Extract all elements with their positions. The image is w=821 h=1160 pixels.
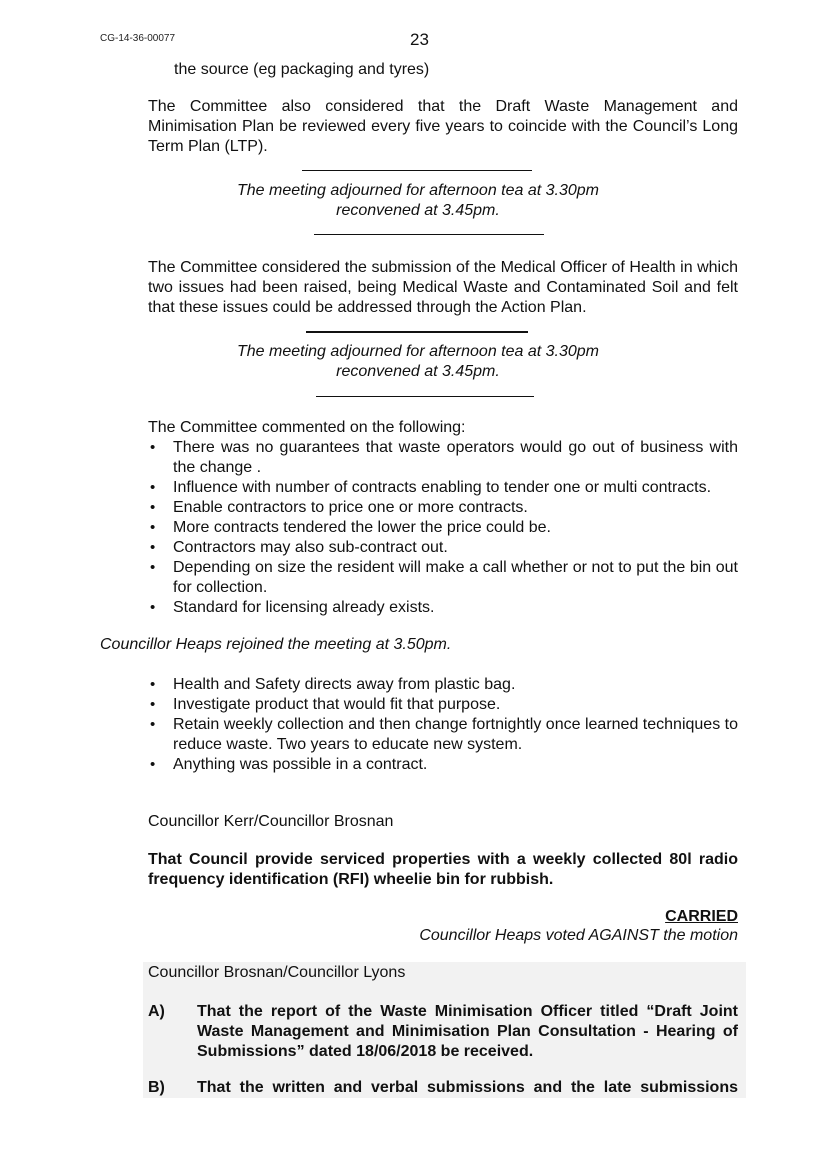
- adjournment-line: reconvened at 3.45pm.: [336, 202, 500, 219]
- resolution-item-text: That the report of the Waste Minimisation Officer titled “Draft Joint Waste Management and Minimisation Plan Consultation - Hearing of Submissions” dated 18/06/2018 be received.: [197, 1003, 738, 1060]
- divider: [316, 396, 534, 397]
- list-item: • Retain weekly collection and then change fortnightly once learned techniques to reduce waste. Two years to educate new system.: [148, 715, 738, 755]
- resolution-item-label: B): [148, 1079, 165, 1096]
- resolution-item-label: A): [148, 1003, 165, 1020]
- comments-list: [148, 438, 738, 618]
- divider: [306, 331, 528, 333]
- vote-note: Councillor Heaps voted AGAINST the motion: [419, 927, 738, 944]
- list-item: • There was no guarantees that waste operators would go out of business with the change .: [148, 438, 738, 478]
- list-item: • Investigate product that would fit that purpose.: [148, 695, 738, 715]
- adjournment-line: The meeting adjourned for afternoon tea at 3.30pm: [236, 343, 599, 360]
- list-item: • Health and Safety directs away from plastic bag.: [148, 675, 738, 695]
- list-item: • Depending on size the resident will make a call whether or not to put the bin out for collection.: [148, 558, 738, 598]
- comments-list-continued: [148, 675, 738, 775]
- comments-intro: The Committee commented on the following:: [148, 419, 466, 436]
- divider: [314, 234, 544, 235]
- divider: [302, 170, 532, 171]
- list-item: • Enable contractors to price one or more contracts.: [148, 498, 738, 518]
- medical-officer-paragraph: The Committee considered the submission of the Medical Officer of Health in which two issues had been raised, being Medical Waste and Contaminated Soil and felt that these issues could be addressed through the Action Plan.: [148, 259, 738, 316]
- list-item: • More contracts tendered the lower the price could be.: [148, 518, 738, 538]
- page-number: 23: [410, 30, 429, 49]
- motion-movers: Councillor Brosnan/Councillor Lyons: [148, 964, 406, 981]
- adjournment-note-1: [148, 181, 688, 221]
- motion-resolution: That Council provide serviced properties with a weekly collected 80l radio frequency identification (RFI) wheelie bin for rubbish.: [148, 851, 738, 888]
- adjournment-line: reconvened at 3.45pm.: [336, 363, 500, 380]
- motion-outcome: CARRIED: [665, 908, 738, 925]
- list-item: • Influence with number of contracts enabling to tender one or multi contracts.: [148, 478, 738, 498]
- list-item: • Contractors may also sub-contract out.: [148, 538, 738, 558]
- continuation-text: the source (eg packaging and tyres): [174, 61, 430, 78]
- list-item: • Standard for licensing already exists.: [148, 598, 738, 618]
- adjournment-note-2: [148, 342, 688, 382]
- resolution-item-text: That the written and verbal submissions and the late submissions: [197, 1079, 738, 1096]
- rejoined-note: Councillor Heaps rejoined the meeting at 3.50pm.: [100, 636, 452, 653]
- list-item: • Anything was possible in a contract.: [148, 755, 738, 775]
- adjournment-line: The meeting adjourned for afternoon tea at 3.30pm: [236, 182, 599, 199]
- committee-review-paragraph: The Committee also considered that the Draft Waste Management and Minimisation Plan be reviewed every five years to coincide with the Council’s Long Term Plan (LTP).: [148, 98, 738, 155]
- document-id: CG-14-36-00077: [100, 33, 176, 44]
- motion-movers: Councillor Kerr/Councillor Brosnan: [148, 813, 394, 830]
